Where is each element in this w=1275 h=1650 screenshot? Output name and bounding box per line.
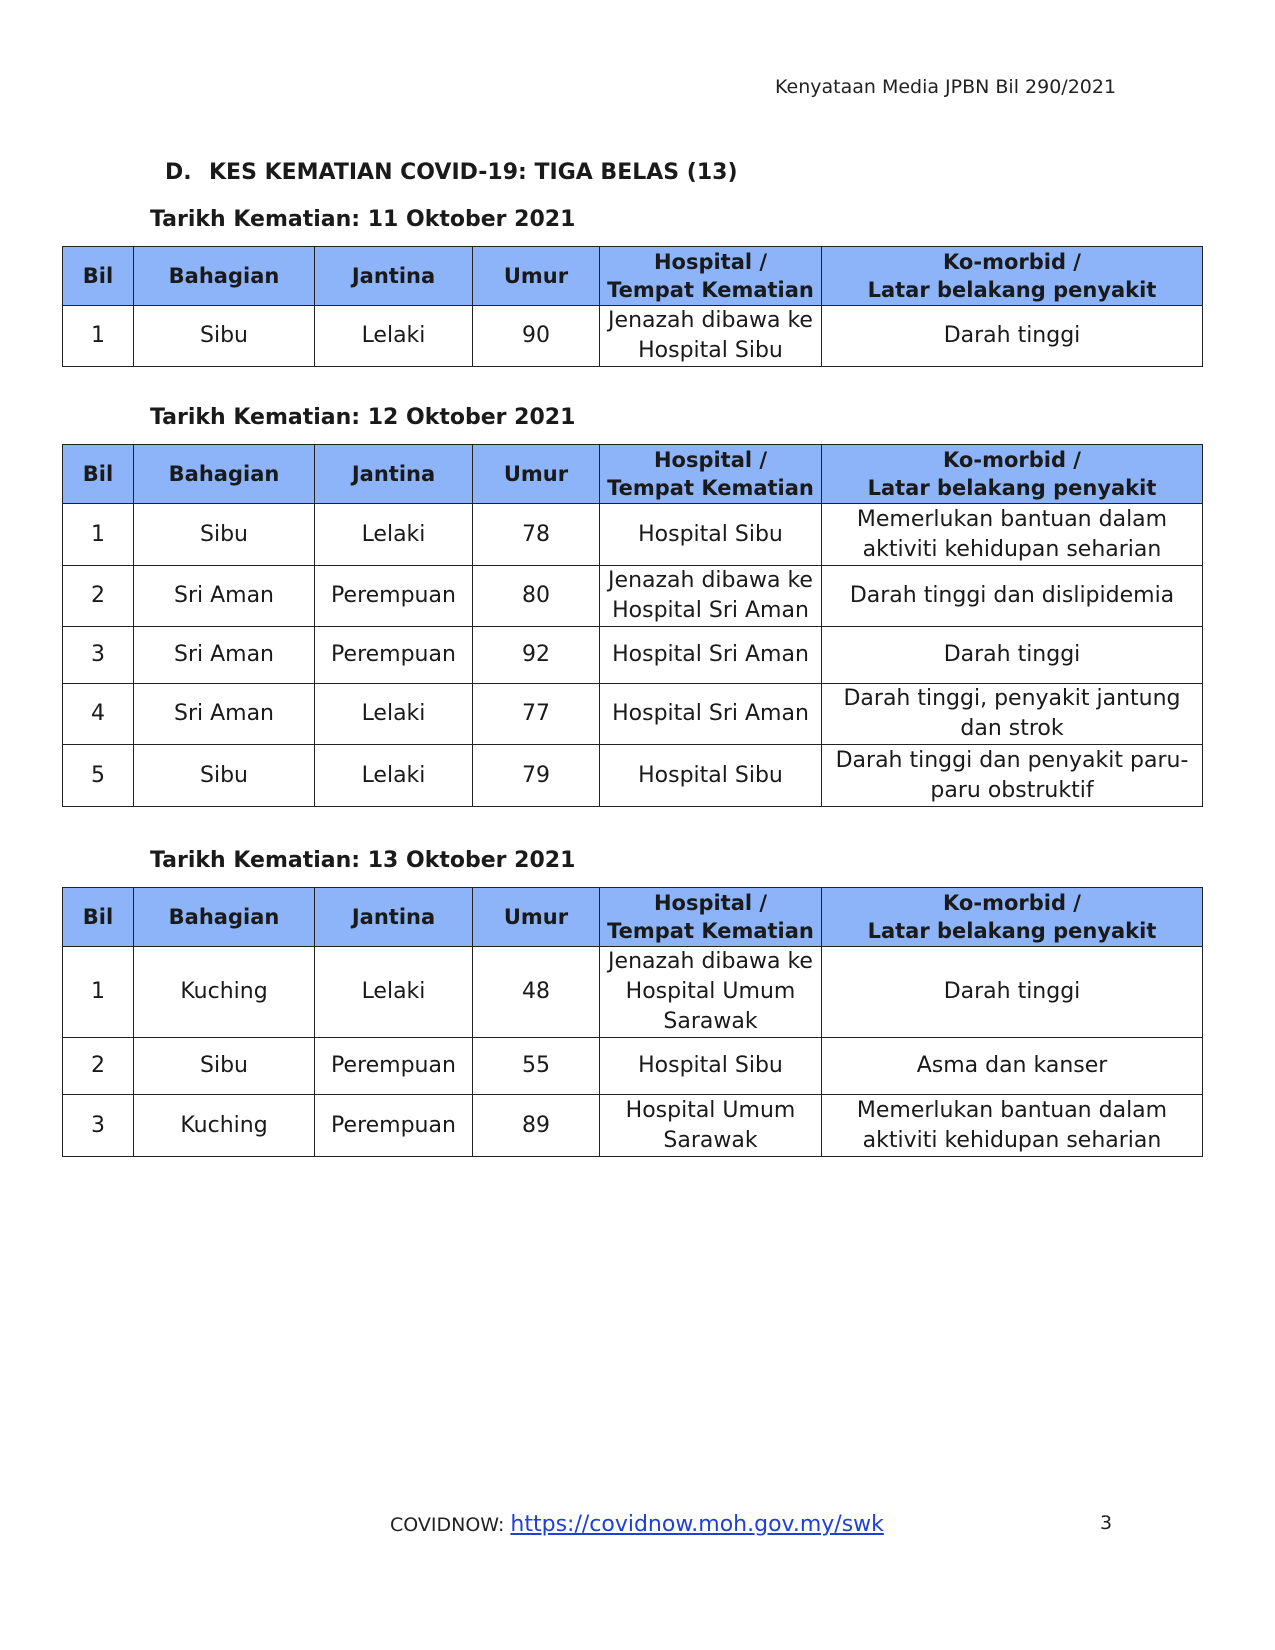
col-header-hospital-line2: Tempat Kematian	[607, 476, 814, 500]
cell-bil: 2	[63, 566, 134, 627]
death-table-13-oct	[62, 887, 1203, 1157]
death-table-12-oct	[62, 444, 1203, 807]
table-header-row	[63, 247, 1203, 306]
cell-hospital: Hospital Sibu	[600, 1038, 822, 1095]
cell-komorbid: Darah tinggi dan penyakit paru-paru obstruktif	[822, 745, 1203, 807]
col-header-umur: Umur	[473, 247, 600, 306]
col-header-komorbid	[822, 445, 1203, 504]
cell-hospital: Jenazah dibawa ke Hospital Sibu	[600, 306, 822, 367]
cell-bahagian: Sibu	[134, 745, 315, 807]
cell-bahagian: Sri Aman	[134, 627, 315, 684]
table-row	[63, 566, 1203, 627]
cell-komorbid: Darah tinggi	[822, 627, 1203, 684]
page-number: 3	[1100, 1512, 1113, 1534]
table-row	[63, 745, 1203, 807]
table-row	[63, 684, 1203, 745]
cell-umur: 55	[473, 1038, 600, 1095]
cell-umur: 48	[473, 947, 600, 1038]
cell-jantina: Perempuan	[315, 1095, 473, 1157]
cell-jantina: Lelaki	[315, 745, 473, 807]
col-header-hospital	[600, 445, 822, 504]
cell-hospital: Hospital Sri Aman	[600, 627, 822, 684]
col-header-hospital-line1: Hospital /	[653, 250, 768, 274]
cell-umur: 80	[473, 566, 600, 627]
cell-bil: 2	[63, 1038, 134, 1095]
cell-bahagian: Sibu	[134, 504, 315, 566]
col-header-bahagian: Bahagian	[134, 247, 315, 306]
col-header-jantina: Jantina	[315, 445, 473, 504]
cell-komorbid: Asma dan kanser	[822, 1038, 1203, 1095]
table-row	[63, 504, 1203, 566]
cell-hospital: Jenazah dibawa ke Hospital Umum Sarawak	[600, 947, 822, 1038]
cell-bil: 4	[63, 684, 134, 745]
date-title-12-oct: Tarikh Kematian: 12 Oktober 2021	[150, 405, 576, 430]
col-header-umur: Umur	[473, 445, 600, 504]
col-header-komorbid	[822, 247, 1203, 306]
footer	[390, 1512, 884, 1537]
cell-jantina: Lelaki	[315, 504, 473, 566]
cell-umur: 79	[473, 745, 600, 807]
cell-jantina: Lelaki	[315, 947, 473, 1038]
cell-hospital: Hospital Sri Aman	[600, 684, 822, 745]
section-heading	[165, 160, 738, 185]
cell-hospital: Hospital Umum Sarawak	[600, 1095, 822, 1157]
date-title-13-oct: Tarikh Kematian: 13 Oktober 2021	[150, 848, 576, 873]
cell-bahagian: Sibu	[134, 306, 315, 367]
col-header-hospital	[600, 247, 822, 306]
table-row	[63, 306, 1203, 367]
col-header-komorbid-line2: Latar belakang penyakit	[867, 476, 1157, 500]
cell-jantina: Lelaki	[315, 306, 473, 367]
cell-bahagian: Sri Aman	[134, 566, 315, 627]
col-header-jantina: Jantina	[315, 888, 473, 947]
col-header-umur: Umur	[473, 888, 600, 947]
col-header-komorbid-line1: Ko-morbid /	[943, 448, 1081, 472]
cell-jantina: Perempuan	[315, 627, 473, 684]
date-title-11-oct: Tarikh Kematian: 11 Oktober 2021	[150, 207, 576, 232]
cell-bil: 3	[63, 1095, 134, 1157]
col-header-hospital-line1: Hospital /	[653, 891, 768, 915]
col-header-hospital	[600, 888, 822, 947]
section-title-text: KES KEMATIAN COVID-19: TIGA BELAS (13)	[209, 160, 738, 185]
col-header-komorbid	[822, 888, 1203, 947]
cell-bil: 1	[63, 947, 134, 1038]
cell-bahagian: Sibu	[134, 1038, 315, 1095]
document-reference: Kenyataan Media JPBN Bil 290/2021	[775, 76, 1117, 98]
cell-bil: 3	[63, 627, 134, 684]
table-header-row	[63, 888, 1203, 947]
cell-komorbid: Memerlukan bantuan dalam aktiviti kehidupan seharian	[822, 1095, 1203, 1157]
covidnow-link[interactable]: https://covidnow.moh.gov.my/swk	[510, 1512, 884, 1537]
death-table-11-oct	[62, 246, 1203, 367]
col-header-bil: Bil	[63, 888, 134, 947]
table-row	[63, 627, 1203, 684]
col-header-hospital-line2: Tempat Kematian	[607, 278, 814, 302]
cell-komorbid: Memerlukan bantuan dalam aktiviti kehidupan seharian	[822, 504, 1203, 566]
table-header-row	[63, 445, 1203, 504]
cell-bil: 1	[63, 504, 134, 566]
section-letter: D.	[165, 160, 192, 185]
col-header-hospital-line2: Tempat Kematian	[607, 919, 814, 943]
cell-komorbid: Darah tinggi, penyakit jantung dan strok	[822, 684, 1203, 745]
cell-umur: 78	[473, 504, 600, 566]
cell-bahagian: Kuching	[134, 1095, 315, 1157]
footer-label: COVIDNOW:	[390, 1514, 511, 1536]
col-header-komorbid-line2: Latar belakang penyakit	[867, 919, 1157, 943]
col-header-bahagian: Bahagian	[134, 445, 315, 504]
col-header-bil: Bil	[63, 445, 134, 504]
cell-hospital: Jenazah dibawa ke Hospital Sri Aman	[600, 566, 822, 627]
cell-umur: 77	[473, 684, 600, 745]
col-header-komorbid-line1: Ko-morbid /	[943, 250, 1081, 274]
cell-bahagian: Kuching	[134, 947, 315, 1038]
table-row	[63, 1095, 1203, 1157]
cell-bahagian: Sri Aman	[134, 684, 315, 745]
cell-jantina: Perempuan	[315, 1038, 473, 1095]
cell-hospital: Hospital Sibu	[600, 745, 822, 807]
cell-komorbid: Darah tinggi	[822, 947, 1203, 1038]
cell-umur: 90	[473, 306, 600, 367]
col-header-komorbid-line1: Ko-morbid /	[943, 891, 1081, 915]
col-header-jantina: Jantina	[315, 247, 473, 306]
cell-bil: 5	[63, 745, 134, 807]
table-row	[63, 1038, 1203, 1095]
col-header-komorbid-line2: Latar belakang penyakit	[867, 278, 1157, 302]
cell-komorbid: Darah tinggi	[822, 306, 1203, 367]
cell-jantina: Perempuan	[315, 566, 473, 627]
col-header-bil: Bil	[63, 247, 134, 306]
col-header-bahagian: Bahagian	[134, 888, 315, 947]
cell-komorbid: Darah tinggi dan dislipidemia	[822, 566, 1203, 627]
cell-umur: 89	[473, 1095, 600, 1157]
col-header-hospital-line1: Hospital /	[653, 448, 768, 472]
cell-hospital: Hospital Sibu	[600, 504, 822, 566]
cell-bil: 1	[63, 306, 134, 367]
cell-umur: 92	[473, 627, 600, 684]
table-row	[63, 947, 1203, 1038]
cell-jantina: Lelaki	[315, 684, 473, 745]
